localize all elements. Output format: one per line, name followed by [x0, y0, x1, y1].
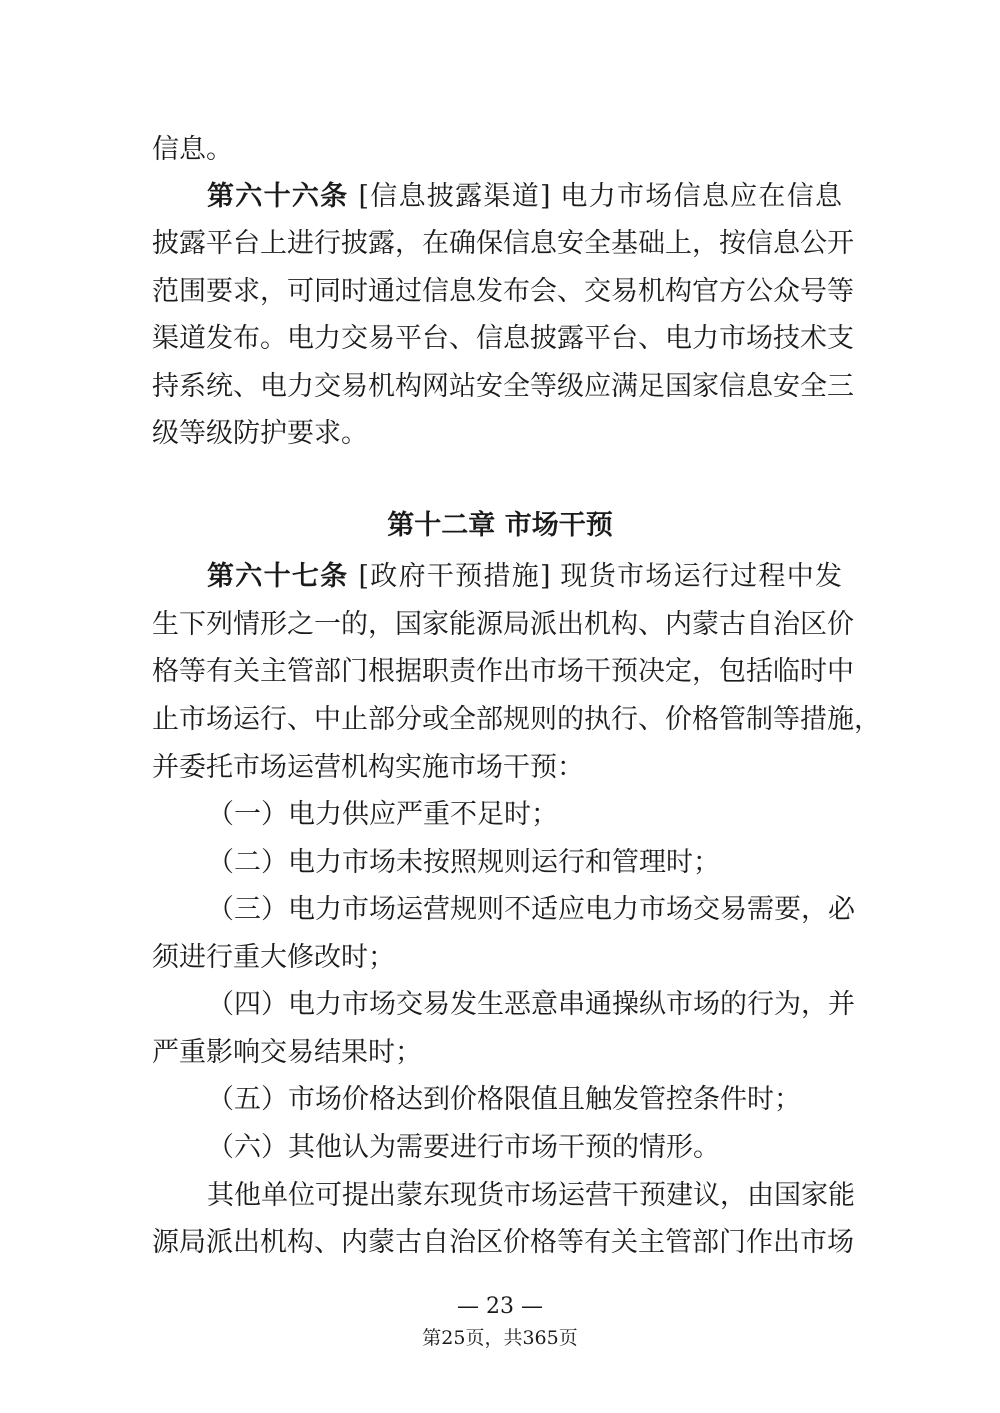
list-item: （四）电力市场交易发生恶意串通操纵市场的行为，并	[207, 989, 855, 1020]
paragraph-line: 止市场运行、中止部分或全部规则的执行、价格管制等措施，	[152, 704, 881, 735]
list-item-continuation: 须进行重大修改时；	[152, 942, 395, 973]
paragraph-line: 范围要求，可同时通过信息发布会、交易机构官方公众号等	[152, 276, 854, 307]
paragraph-line: 信息。	[152, 134, 233, 165]
list-item: （二）电力市场未按照规则运行和管理时；	[207, 847, 720, 878]
article-66-text: [信息披露渠道] 电力市场信息应在信息	[358, 181, 843, 212]
paragraph-line: 源局派出机构、内蒙古自治区价格等有关主管部门作出市场	[152, 1227, 854, 1258]
paragraph-line: 生下列情形之一的，国家能源局派出机构、内蒙古自治区价	[152, 609, 854, 640]
paragraph-line: 渠道发布。电力交易平台、信息披露平台、电力市场技术支	[152, 323, 854, 354]
chapter-heading: 第十二章 市场干预	[387, 510, 613, 541]
list-item: （五）市场价格达到价格限值且触发管控条件时；	[207, 1084, 801, 1115]
page-number: — 23 —	[457, 1294, 543, 1319]
paragraph-line: 披露平台上进行披露，在确保信息安全基础上，按信息公开	[152, 228, 854, 259]
page-info: 第25页，共365页	[422, 1327, 578, 1349]
paragraph-line: 持系统、电力交易机构网站安全等级应满足国家信息安全三	[152, 371, 854, 402]
article-66-first-line	[207, 181, 842, 213]
list-item: （三）电力市场运营规则不适应电力市场交易需要，必	[207, 894, 855, 925]
paragraph-line: 级等级防护要求。	[152, 418, 368, 449]
article-67-first-line	[207, 561, 842, 593]
list-item: （六）其他认为需要进行市场干预的情形。	[207, 1132, 720, 1163]
paragraph-line: 其他单位可提出蒙东现货市场运营干预建议，由国家能	[207, 1180, 855, 1211]
list-item-continuation: 严重影响交易结果时；	[152, 1037, 422, 1068]
paragraph-line: 并委托市场运营机构实施市场干预：	[152, 752, 584, 783]
article-66-title: 第六十六条	[207, 181, 349, 212]
paragraph-line: 格等有关主管部门根据职责作出市场干预决定，包括临时中	[152, 656, 854, 687]
article-67-title: 第六十七条	[207, 561, 349, 592]
list-item: （一）电力供应严重不足时；	[207, 799, 558, 830]
article-67-text: [政府干预措施] 现货市场运行过程中发	[358, 561, 843, 592]
